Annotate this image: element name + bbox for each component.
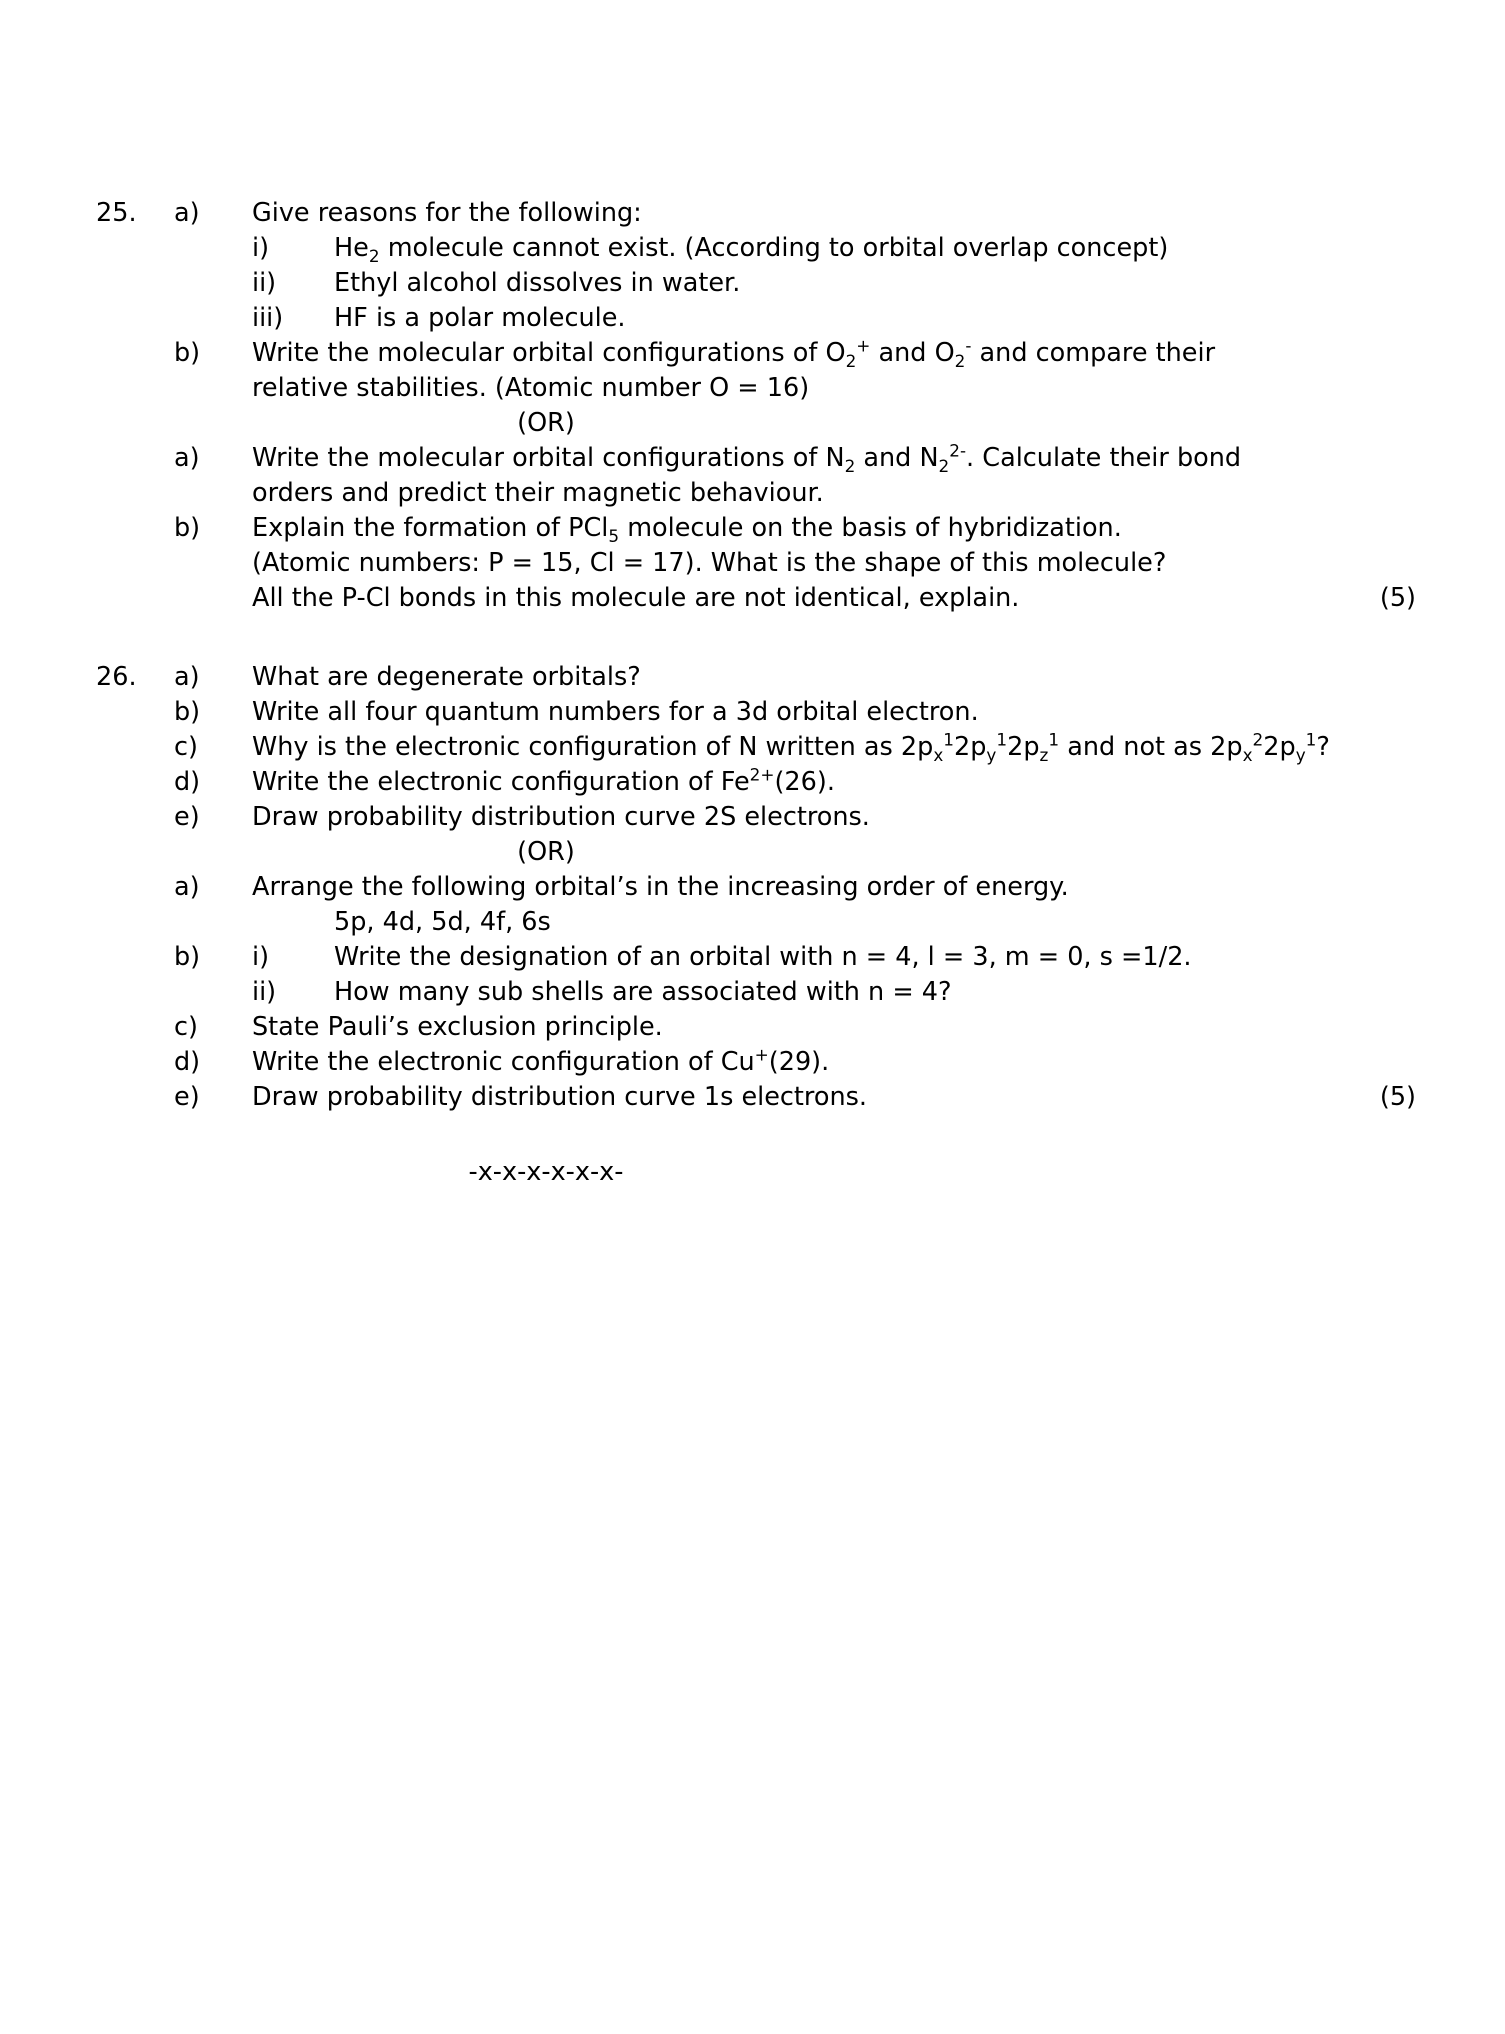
q26-c-sup-1b: 1 xyxy=(996,729,1008,750)
q25-b-sub-1: 2 xyxy=(845,351,857,372)
q26-part-c-row xyxy=(96,730,1416,765)
question-25 xyxy=(96,196,1416,616)
q26-c-seg-e: 2p xyxy=(1263,732,1296,762)
q26-or-a-line2: 5p, 4d, 5d, 4f, 6s xyxy=(334,907,551,937)
q26-or-d-text xyxy=(252,1045,1416,1080)
q26-or-b-item-i-label: i) xyxy=(252,942,270,972)
q26-part-a-letter: a) xyxy=(174,662,200,692)
q25-a-item-i-text xyxy=(334,231,1416,266)
q26-part-b-text: Write all four quantum numbers for a 3d orbital electron. xyxy=(252,697,979,727)
q26-or-part-b-row xyxy=(96,940,1416,975)
q26-or-label: (OR) xyxy=(517,837,575,867)
q26-part-b-row xyxy=(96,695,1416,730)
q25-a-i-sub: 2 xyxy=(368,246,380,267)
question-26 xyxy=(96,660,1416,1115)
q25-or-b-sub-1: 5 xyxy=(608,526,620,547)
q26-part-d-text xyxy=(252,765,1416,800)
q26-c-seg-f: ? xyxy=(1316,732,1330,762)
q26-c-sub-y1: y xyxy=(986,745,997,766)
q25-or-part-a-row xyxy=(96,441,1416,476)
q26-or-b-item-ii-label: ii) xyxy=(252,977,277,1007)
q26-or-part-d-letter: d) xyxy=(174,1047,201,1077)
q25-or-a-sup-2: 2- xyxy=(949,440,967,461)
q25-or-b-seg-a: Explain the formation of PCl xyxy=(252,513,609,543)
q25-b-sup-2: - xyxy=(965,335,972,356)
q26-c-seg-a: Why is the electronic configuration of N written as 2p xyxy=(252,732,934,762)
question-spacer xyxy=(96,634,1416,660)
q25-or-a-seg-a: Write the molecular orbital configurations of N xyxy=(252,443,845,473)
q26-or-part-a-letter: a) xyxy=(174,872,200,902)
q25-or-b-line1 xyxy=(252,511,1416,546)
q25-b-seg-c: and compare their xyxy=(971,338,1216,368)
q26-or-part-a-row xyxy=(96,870,1416,905)
q25-part-b-line2: relative stabilities. (Atomic number O = 16) xyxy=(252,373,810,403)
q26-part-b-letter: b) xyxy=(174,697,201,727)
q26-part-c-letter: c) xyxy=(174,732,198,762)
q25-or-a-line2: orders and predict their magnetic behaviour. xyxy=(252,478,824,508)
q25-or-a-sub-2: 2 xyxy=(938,456,950,477)
q25-or-a-seg-c: . Calculate their bond xyxy=(966,443,1242,473)
q26-c-sub-z1: z xyxy=(1039,745,1049,766)
q25-number: 25. xyxy=(96,198,137,228)
q25-a-item-ii-text: Ethyl alcohol dissolves in water. xyxy=(334,268,741,298)
q26-marks: (5) xyxy=(1379,1082,1416,1112)
q25-b-seg-b: and O xyxy=(870,338,955,368)
q26-or-c-text: State Pauli’s exclusion principle. xyxy=(252,1012,663,1042)
q25-a-item-iii xyxy=(252,301,1416,336)
q25-b-sup-1: + xyxy=(856,335,871,356)
q25-a-i-pre: He xyxy=(334,233,369,263)
q26-c-sup-2a: 2 xyxy=(1252,729,1264,750)
q25-a-item-i xyxy=(252,231,1416,266)
q25-or-b-line3: All the P-Cl bonds in this molecule are not identical, explain. xyxy=(252,583,1020,613)
q26-or-part-c-row xyxy=(96,1010,1416,1045)
q26-part-a-row xyxy=(96,660,1416,695)
q26-or-b-item-i-text: Write the designation of an orbital with n = 4, l = 3, m = 0, s =1/2. xyxy=(334,942,1192,972)
q25-or-b-line3-wrap xyxy=(252,581,1416,616)
q26-part-a-text: What are degenerate orbitals? xyxy=(252,662,641,692)
q26-part-d-letter: d) xyxy=(174,767,201,797)
q25-a-item-iii-text: HF is a polar molecule. xyxy=(334,303,626,333)
q25-or-part-b-letter: b) xyxy=(174,513,201,543)
q26-or-part-d-row xyxy=(96,1045,1416,1080)
q25-marks: (5) xyxy=(1379,583,1416,613)
q25-part-b-row xyxy=(96,336,1416,371)
q25-or-a-seg-b: and N xyxy=(855,443,939,473)
q26-or-d-sup: + xyxy=(754,1044,769,1065)
q26-or-d-seg-b: (29). xyxy=(768,1047,830,1077)
q26-c-sub-x1: x xyxy=(933,745,944,766)
q26-d-seg-a: Write the electronic configuration of Fe xyxy=(252,767,750,797)
question-paper-body xyxy=(96,196,1416,1190)
q25-b-seg-a: Write the molecular orbital configurations of O xyxy=(252,338,846,368)
q25-a-i-post: molecule cannot exist. (According to orbital overlap concept) xyxy=(379,233,1169,263)
q25-a-item-iii-label: iii) xyxy=(252,303,284,333)
q26-or-d-seg-a: Write the electronic configuration of Cu xyxy=(252,1047,755,1077)
q26-or-b-item-ii xyxy=(252,975,1416,1010)
q26-part-d-row xyxy=(96,765,1416,800)
q26-part-e-text: Draw probability distribution curve 2S electrons. xyxy=(252,802,870,832)
q26-c-sup-2b: 1 xyxy=(1305,729,1317,750)
q25-part-a-row xyxy=(96,196,1416,231)
q25-part-a-text: Give reasons for the following: xyxy=(252,198,642,228)
q26-or-part-c-letter: c) xyxy=(174,1012,198,1042)
q26-d-seg-b: (26). xyxy=(774,767,835,797)
q26-c-seg-d: and not as 2p xyxy=(1059,732,1243,762)
q25-or-a-line1 xyxy=(252,441,1416,476)
q26-d-sup: 2+ xyxy=(749,764,775,785)
end-of-paper-marker: -x-x-x-x-x-x- xyxy=(468,1157,624,1187)
q25-b-sub-2: 2 xyxy=(954,351,966,372)
q26-or-part-e-letter: e) xyxy=(174,1082,200,1112)
q25-or-part-b-row xyxy=(96,511,1416,546)
q26-c-seg-b: 2p xyxy=(954,732,987,762)
q26-or-part-e-row xyxy=(96,1080,1416,1115)
q25-or-b-line2: (Atomic numbers: P = 15, Cl = 17). What is the shape of this molecule? xyxy=(252,548,1167,578)
q25-a-item-i-label: i) xyxy=(252,233,270,263)
q26-c-sup-1c: 1 xyxy=(1048,729,1060,750)
q26-or-part-b-letter: b) xyxy=(174,942,201,972)
q26-or-b-item-ii-text: How many sub shells are associated with n = 4? xyxy=(334,977,952,1007)
q26-c-seg-c: 2p xyxy=(1007,732,1040,762)
q25-part-b-line1 xyxy=(252,336,1416,371)
q26-or-e-text: Draw probability distribution curve 1s electrons. xyxy=(252,1082,868,1112)
q25-a-item-ii-label: ii) xyxy=(252,268,277,298)
q25-part-b-letter: b) xyxy=(174,338,201,368)
q26-part-e-letter: e) xyxy=(174,802,200,832)
q25-or-b-seg-b: molecule on the basis of hybridization. xyxy=(619,513,1122,543)
q26-part-c-text xyxy=(252,730,1416,765)
q25-or-label: (OR) xyxy=(517,408,575,438)
q26-c-sub-x2: x xyxy=(1242,745,1253,766)
q26-c-sub-y2: y xyxy=(1295,745,1306,766)
q25-a-item-ii xyxy=(252,266,1416,301)
q25-or-a-sub-1: 2 xyxy=(844,456,856,477)
q26-part-e-row xyxy=(96,800,1416,835)
q26-or-a-line1: Arrange the following orbital’s in the increasing order of energy. xyxy=(252,872,1069,902)
q25-or-part-a-letter: a) xyxy=(174,443,200,473)
q25-part-a-letter: a) xyxy=(174,198,200,228)
q26-c-sup-1a: 1 xyxy=(943,729,954,750)
q26-number: 26. xyxy=(96,662,137,692)
